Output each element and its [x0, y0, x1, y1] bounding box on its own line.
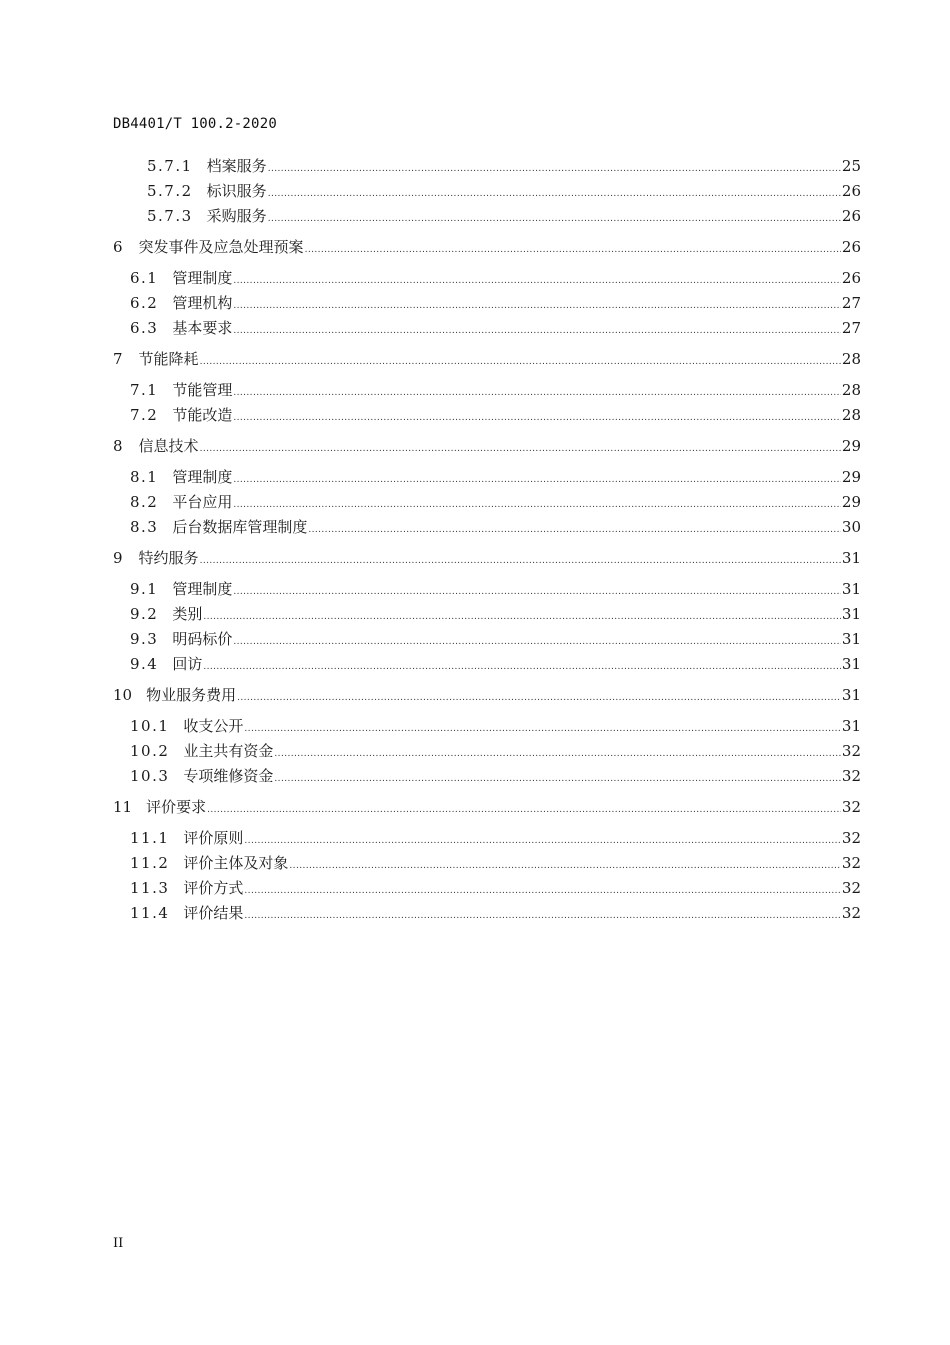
- toc-entry-number: 10.2: [130, 742, 170, 760]
- document-code-header: DB4401/T 100.2-2020: [113, 116, 277, 132]
- toc-entry[interactable]: [130, 903, 861, 923]
- toc-entry-page: 32: [841, 904, 861, 922]
- toc-entry-number: 10.3: [130, 767, 170, 785]
- toc-entry-page: 31: [841, 605, 861, 623]
- toc-leader-dots: [233, 321, 841, 341]
- toc-entry-number: 10.1: [130, 717, 170, 735]
- toc-leader-dots: [308, 520, 841, 540]
- toc-entry-title: 管理机构: [172, 294, 233, 312]
- toc-entry-number: 6.1: [130, 269, 159, 287]
- toc-entry[interactable]: [147, 156, 861, 176]
- toc-leader-dots: [244, 831, 840, 851]
- toc-leader-dots: [233, 271, 841, 291]
- toc-entry-number: 11.1: [130, 829, 170, 847]
- toc-entry-title: 物业服务费用: [146, 686, 237, 704]
- toc-entry-page: 26: [841, 207, 861, 225]
- toc-leader-dots: [233, 383, 841, 403]
- toc-entry[interactable]: [130, 579, 861, 599]
- toc-entry-page: 32: [841, 829, 861, 847]
- toc-entry[interactable]: [147, 206, 861, 226]
- toc-entry-title: 平台应用: [172, 493, 233, 511]
- toc-leader-dots: [200, 352, 841, 372]
- toc-leader-dots: [244, 906, 840, 926]
- toc-entry-page: 32: [841, 742, 861, 760]
- toc-entry[interactable]: [113, 237, 861, 257]
- toc-entry-number: 11: [113, 798, 133, 816]
- toc-entry-title: 后台数据库管理制度: [172, 518, 308, 536]
- toc-entry[interactable]: [130, 878, 861, 898]
- toc-entry[interactable]: [130, 766, 861, 786]
- toc-leader-dots: [289, 856, 840, 876]
- toc-entry[interactable]: [130, 716, 861, 736]
- toc-entry-number: 6.2: [130, 294, 159, 312]
- toc-entry[interactable]: [130, 293, 861, 313]
- toc-entry[interactable]: [130, 405, 861, 425]
- toc-entry-title: 特约服务: [138, 549, 199, 567]
- toc-entry-page: 29: [841, 468, 861, 486]
- toc-entry-number: 9.3: [130, 630, 159, 648]
- toc-entry-page: 31: [841, 630, 861, 648]
- toc-entry-title: 档案服务: [206, 157, 267, 175]
- toc-entry[interactable]: [130, 517, 861, 537]
- toc-entry-title: 回访: [172, 655, 203, 673]
- toc-entry[interactable]: [130, 604, 861, 624]
- toc-entry-page: 31: [841, 580, 861, 598]
- toc-entry-page: 27: [841, 319, 861, 337]
- toc-leader-dots: [203, 607, 841, 627]
- toc-entry-number: 5.7.1: [147, 157, 193, 175]
- toc-entry-title: 评价结果: [183, 904, 244, 922]
- toc-entry-number: 10: [113, 686, 133, 704]
- toc-entry[interactable]: [130, 318, 861, 338]
- toc-entry-number: 8.2: [130, 493, 159, 511]
- toc-entry-title: 评价要求: [146, 798, 207, 816]
- toc-entry-title: 专项维修资金: [183, 767, 274, 785]
- toc-leader-dots: [237, 688, 841, 708]
- toc-entry-page: 26: [841, 269, 861, 287]
- toc-entry[interactable]: [113, 349, 861, 369]
- toc-entry-number: 11.4: [130, 904, 170, 922]
- toc-entry-title: 节能改造: [172, 406, 233, 424]
- toc-entry-page: 29: [841, 437, 861, 455]
- toc-entry-number: 11.2: [130, 854, 170, 872]
- toc-entry-number: 11.3: [130, 879, 170, 897]
- toc-entry-title: 采购服务: [206, 207, 267, 225]
- toc-leader-dots: [268, 159, 841, 179]
- toc-entry[interactable]: [147, 181, 861, 201]
- toc-entry-page: 27: [841, 294, 861, 312]
- toc-entry[interactable]: [130, 380, 861, 400]
- toc-entry[interactable]: [130, 741, 861, 761]
- toc-leader-dots: [200, 551, 841, 571]
- toc-entry-page: 28: [841, 350, 861, 368]
- toc-entry-number: 9.1: [130, 580, 159, 598]
- toc-leader-dots: [268, 184, 841, 204]
- toc-entry-page: 31: [841, 717, 861, 735]
- toc-entry[interactable]: [113, 548, 861, 568]
- toc-leader-dots: [305, 240, 841, 260]
- toc-entry[interactable]: [130, 828, 861, 848]
- toc-entry[interactable]: [113, 797, 861, 817]
- toc-entry-number: 6.3: [130, 319, 159, 337]
- toc-entry-title: 明码标价: [172, 630, 233, 648]
- toc-entry-number: 9: [113, 549, 123, 567]
- toc-entry-page: 26: [841, 238, 861, 256]
- toc-leader-dots: [274, 769, 840, 789]
- toc-entry-title: 管理制度: [172, 468, 233, 486]
- toc-leader-dots: [233, 408, 841, 428]
- toc-entry[interactable]: [130, 853, 861, 873]
- toc-entry-number: 9.2: [130, 605, 159, 623]
- toc-entry-title: 基本要求: [172, 319, 233, 337]
- toc-entry-title: 管理制度: [172, 580, 233, 598]
- toc-entry-title: 信息技术: [138, 437, 199, 455]
- toc-entry-page: 32: [841, 798, 861, 816]
- toc-leader-dots: [233, 470, 841, 490]
- toc-entry-title: 突发事件及应急处理预案: [138, 238, 304, 256]
- toc-entry-title: 收支公开: [183, 717, 244, 735]
- toc-entry-number: 5.7.2: [147, 182, 193, 200]
- toc-entry-title: 类别: [172, 605, 203, 623]
- toc-entry-page: 31: [841, 655, 861, 673]
- toc-entry-title: 评价方式: [183, 879, 244, 897]
- toc-entry[interactable]: [130, 467, 861, 487]
- toc-entry-page: 25: [841, 157, 861, 175]
- toc-entry-number: 7.1: [130, 381, 159, 399]
- toc-entry-page: 30: [841, 518, 861, 536]
- toc-entry-title: 业主共有资金: [183, 742, 274, 760]
- toc-entry-number: 5.7.3: [147, 207, 193, 225]
- toc-leader-dots: [268, 209, 841, 229]
- page-number-footer: II: [113, 1236, 124, 1251]
- toc-entry-number: 8.3: [130, 518, 159, 536]
- toc-entry-title: 节能管理: [172, 381, 233, 399]
- toc-entry[interactable]: [130, 268, 861, 288]
- toc-entry[interactable]: [130, 654, 861, 674]
- toc-entry-title: 管理制度: [172, 269, 233, 287]
- toc-leader-dots: [233, 582, 841, 602]
- toc-leader-dots: [233, 495, 841, 515]
- toc-leader-dots: [244, 881, 840, 901]
- toc-entry-number: 9.4: [130, 655, 159, 673]
- toc-entry-number: 7: [113, 350, 123, 368]
- toc-entry-number: 6: [113, 238, 123, 256]
- toc-entry-title: 评价原则: [183, 829, 244, 847]
- toc-entry-number: 8.1: [130, 468, 159, 486]
- toc-entry-page: 31: [841, 549, 861, 567]
- toc-entry-page: 28: [841, 381, 861, 399]
- toc-entry-title: 评价主体及对象: [183, 854, 289, 872]
- toc-leader-dots: [233, 632, 841, 652]
- toc-leader-dots: [207, 800, 841, 820]
- toc-leader-dots: [244, 719, 840, 739]
- toc-entry[interactable]: [130, 492, 861, 512]
- toc-entry[interactable]: [113, 685, 861, 705]
- toc-entry-number: 7.2: [130, 406, 159, 424]
- toc-entry-page: 26: [841, 182, 861, 200]
- toc-entry-page: 32: [841, 854, 861, 872]
- toc-entry-page: 32: [841, 879, 861, 897]
- toc-leader-dots: [200, 439, 841, 459]
- toc-entry-page: 29: [841, 493, 861, 511]
- toc-leader-dots: [274, 744, 840, 764]
- toc-entry[interactable]: [130, 629, 861, 649]
- toc-entry-page: 28: [841, 406, 861, 424]
- toc-leader-dots: [203, 657, 841, 677]
- toc-entry[interactable]: [113, 436, 861, 456]
- toc-entry-number: 8: [113, 437, 123, 455]
- toc-entry-page: 31: [841, 686, 861, 704]
- toc-entry-page: 32: [841, 767, 861, 785]
- toc-entry-title: 标识服务: [206, 182, 267, 200]
- toc-entry-title: 节能降耗: [138, 350, 199, 368]
- toc-leader-dots: [233, 296, 841, 316]
